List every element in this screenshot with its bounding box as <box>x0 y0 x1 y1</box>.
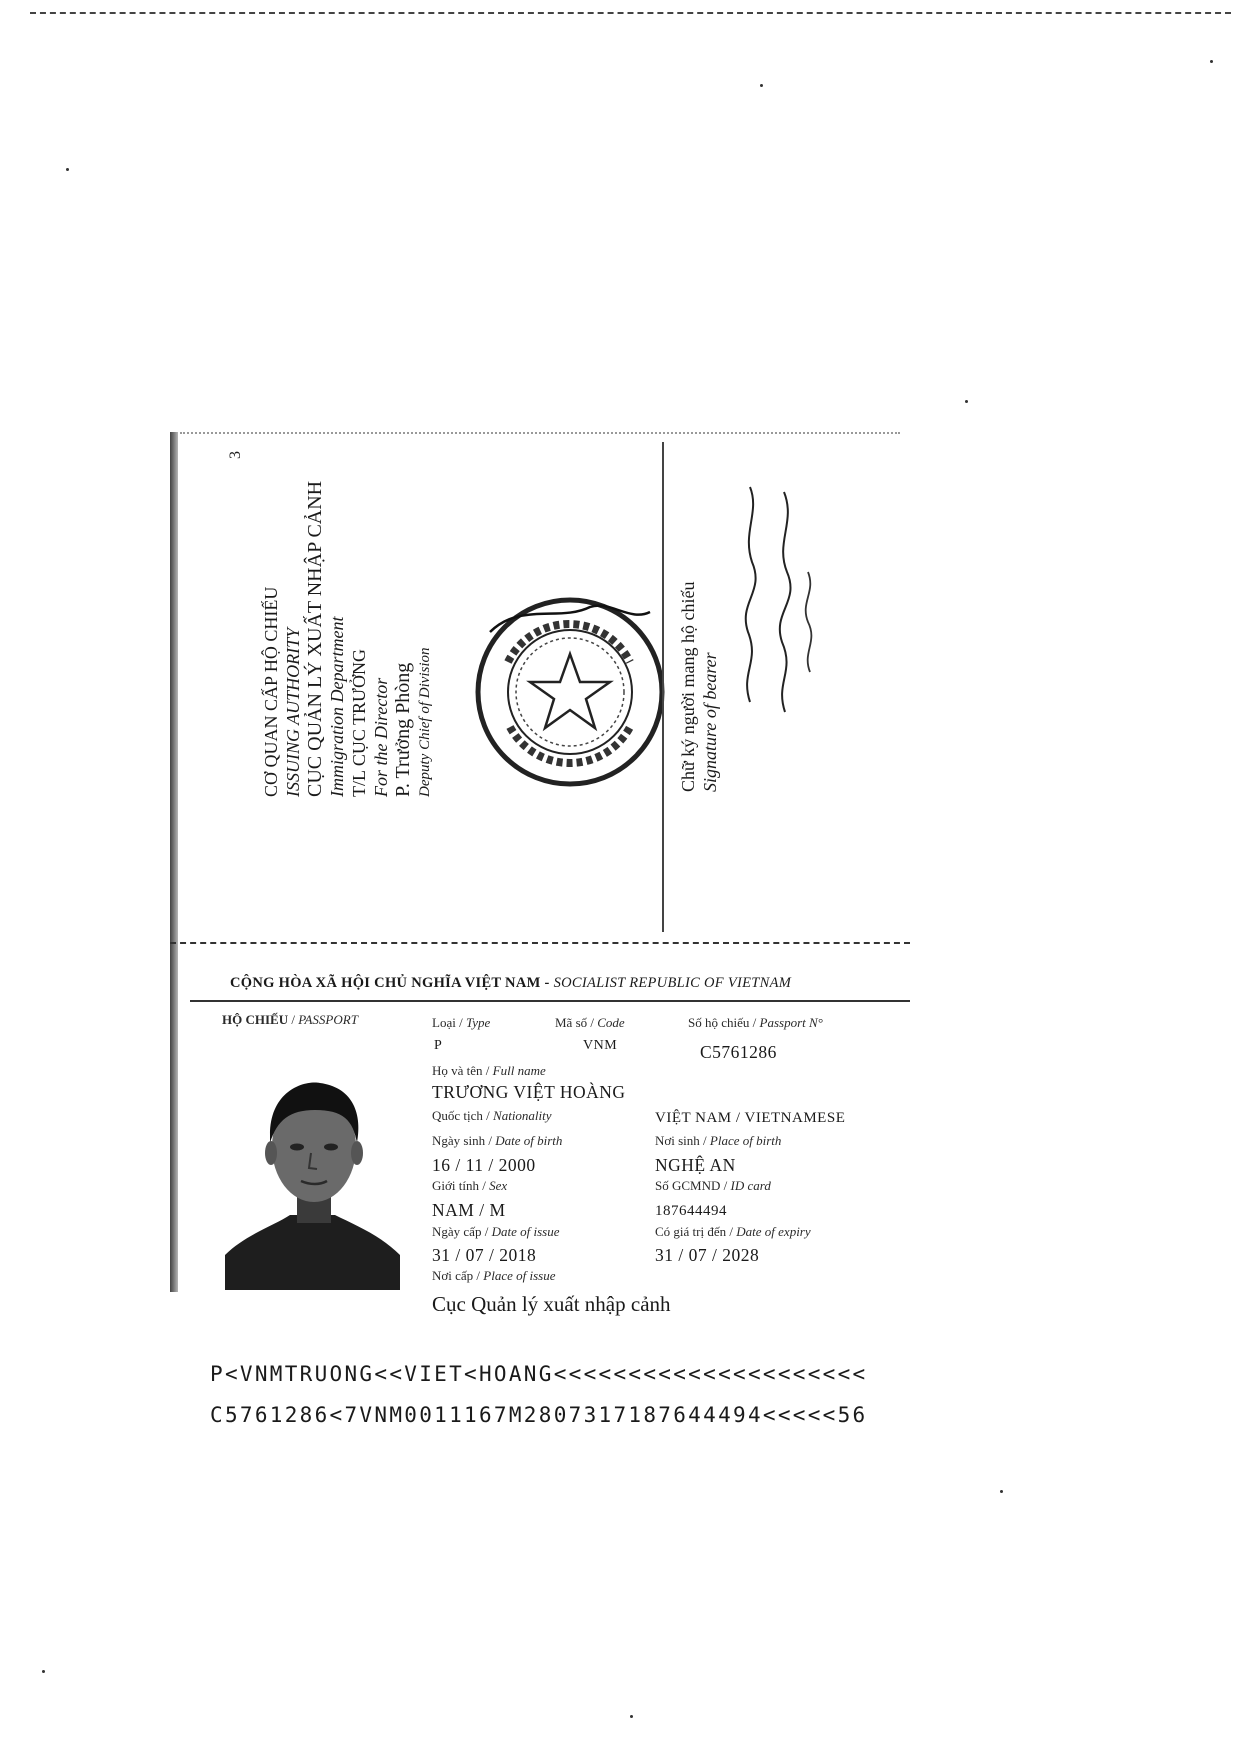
officer-title-en: Deputy Chief of Division <box>417 647 433 797</box>
sex-label-vi: Giới tính <box>432 1178 479 1193</box>
page-binding-edge <box>170 432 178 1292</box>
full-name-label: Họ và tên / Full name <box>432 1063 546 1078</box>
full-name-value: TRƯƠNG VIỆT HOÀNG <box>432 1082 626 1102</box>
bearer-label-en: Signature of bearer <box>700 652 720 792</box>
scan-speck <box>1000 1490 1003 1493</box>
id-number-value: 187644494 <box>655 1203 727 1219</box>
type-label-en: Type <box>465 1015 491 1030</box>
scan-top-border <box>30 12 1231 14</box>
dob-label: Ngày sinh / Date of birth <box>432 1133 563 1148</box>
type-label-vi: Loại <box>432 1015 456 1030</box>
bearer-photo <box>225 1065 400 1290</box>
pob-label: Nơi sinh / Place of birth <box>655 1133 782 1148</box>
page-fold-line <box>170 942 910 944</box>
type-label: Loại / Type <box>432 1015 491 1030</box>
type-value: P <box>434 1038 443 1053</box>
scan-speck <box>630 1715 633 1718</box>
officer-title-vi: P. Trưởng Phòng <box>392 662 414 797</box>
expiry-label: Có giá trị đến / Date of expiry <box>655 1224 811 1239</box>
code-label-vi: Mã số <box>555 1015 588 1030</box>
place-of-issue-label-en: Place of issue <box>483 1268 556 1283</box>
department-name-en: Immigration Department <box>327 616 347 797</box>
header-separator: - <box>540 975 554 991</box>
id-number-label-vi: Số GCMND <box>655 1178 721 1193</box>
issuing-authority-block <box>260 481 436 797</box>
nationality-label: Quốc tịch / Nationality <box>432 1108 552 1123</box>
header-rule <box>190 1000 910 1002</box>
sex-label-en: Sex <box>489 1178 508 1193</box>
scan-speck <box>760 84 763 87</box>
expiry-label-vi: Có giá trị đến <box>655 1224 727 1239</box>
code-label-en: Code <box>597 1015 625 1030</box>
passport-number-label-vi: Số hộ chiếu <box>688 1015 750 1030</box>
id-number-label: Số GCMND / ID card <box>655 1178 771 1193</box>
place-of-issue-label-vi: Nơi cấp <box>432 1268 474 1283</box>
sex-value: NAM / M <box>432 1200 506 1220</box>
department-name-vi: CỤC QUẢN LÝ XUẤT NHẬP CẢNH <box>304 480 326 797</box>
country-header-en: SOCIALIST REPUBLIC OF VIETNAM <box>553 975 792 991</box>
document-label: HỘ CHIẾU / PASSPORT <box>222 1012 358 1027</box>
place-of-issue-value: Cục Quản lý xuất nhập cảnh <box>432 1292 671 1316</box>
mrz-line-2: C5761286<7VNM0011167M2807317187644494<<<<<56 <box>210 1403 868 1427</box>
passport-number-label: Số hộ chiếu / Passport N° <box>688 1015 823 1030</box>
country-header-vi: CỘNG HÒA XÃ HỘI CHỦ NGHĨA VIỆT NAM <box>230 975 541 991</box>
document-label-en: PASSPORT <box>298 1012 358 1027</box>
id-number-label-en: ID card <box>730 1178 771 1193</box>
nationality-label-vi: Quốc tịch <box>432 1108 483 1123</box>
bearer-signature-label <box>677 581 721 792</box>
scan-speck <box>965 400 968 403</box>
page-number: 3 <box>227 451 244 459</box>
full-name-label-en: Full name <box>492 1063 546 1078</box>
place-of-issue-label: Nơi cấp / Place of issue <box>432 1268 556 1283</box>
page-top-edge <box>180 432 900 434</box>
authority-line-vi: CƠ QUAN CẤP HỘ CHIẾU <box>261 586 281 797</box>
bearer-label-vi: Chữ ký người mang hộ chiếu <box>678 581 698 792</box>
mrz-line-1: P<VNMTRUONG<<VIET<HOANG<<<<<<<<<<<<<<<<<<<<< <box>210 1362 868 1386</box>
full-name-label-vi: Họ và tên <box>432 1063 483 1078</box>
country-header <box>230 975 880 992</box>
issue-date-value: 31 / 07 / 2018 <box>432 1245 537 1265</box>
code-label: Mã số / Code <box>555 1015 625 1030</box>
scan-speck <box>1210 60 1213 63</box>
issue-date-label-en: Date of issue <box>491 1224 560 1239</box>
issue-date-label: Ngày cấp / Date of issue <box>432 1224 560 1239</box>
passport-number-label-en: Passport N° <box>759 1015 823 1030</box>
scan-speck <box>66 168 69 171</box>
code-value: VNM <box>583 1038 618 1053</box>
authority-line-en: ISSUING AUTHORITY <box>283 627 303 797</box>
pob-label-vi: Nơi sinh <box>655 1133 700 1148</box>
expiry-label-en: Date of expiry <box>736 1224 811 1239</box>
document-label-vi: HỘ CHIẾU <box>222 1012 289 1027</box>
nationality-value: VIỆT NAM / VIETNAMESE <box>655 1110 846 1126</box>
pob-label-en: Place of birth <box>709 1133 782 1148</box>
passport-number-value: C5761286 <box>700 1042 777 1062</box>
observations-page <box>170 432 910 947</box>
pob-value: NGHỆ AN <box>655 1155 736 1175</box>
dob-label-vi: Ngày sinh <box>432 1133 486 1148</box>
official-seal-icon <box>470 592 670 792</box>
issue-date-label-vi: Ngày cấp <box>432 1224 482 1239</box>
nationality-label-en: Nationality <box>493 1108 552 1123</box>
handwritten-signature-icon <box>730 472 830 722</box>
scan-speck <box>42 1670 45 1673</box>
for-director-en: For the Director <box>371 677 391 797</box>
dob-value: 16 / 11 / 2000 <box>432 1155 536 1175</box>
dob-label-en: Date of birth <box>495 1133 563 1148</box>
for-director-vi: T/L CỤC TRƯỞNG <box>349 649 369 797</box>
expiry-value: 31 / 07 / 2028 <box>655 1245 760 1265</box>
page-divider <box>662 442 664 932</box>
sex-label: Giới tính / Sex <box>432 1178 508 1193</box>
